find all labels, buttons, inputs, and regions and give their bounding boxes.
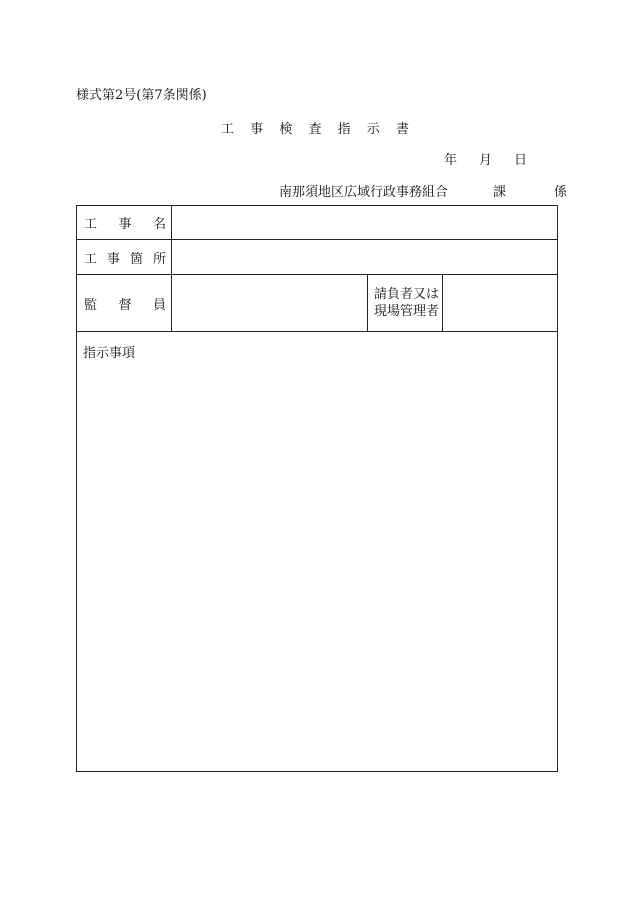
row-instructions bbox=[77, 332, 558, 772]
document-title bbox=[0, 118, 630, 137]
row-supervisor bbox=[77, 275, 558, 332]
project-location-label: 工 事 箇 所 bbox=[77, 240, 172, 275]
date-day: 日 bbox=[514, 153, 528, 168]
date-month: 月 bbox=[479, 153, 493, 168]
issuer-organization: 南那須地区広域行政事務組合 bbox=[279, 185, 449, 200]
title-char: 査 bbox=[308, 122, 322, 137]
contractor-label: 請負者又は 現場管理者 bbox=[368, 275, 443, 332]
row-project-name bbox=[77, 206, 558, 240]
title-char: 指 bbox=[337, 122, 351, 137]
row-project-location bbox=[77, 240, 558, 275]
project-location-field[interactable] bbox=[172, 240, 558, 275]
issuer-line bbox=[279, 181, 567, 200]
issuer-section: 課 bbox=[493, 185, 507, 200]
instructions-field[interactable] bbox=[77, 332, 558, 772]
title-char: 事 bbox=[250, 122, 264, 137]
title-char: 工 bbox=[221, 122, 235, 137]
form-number: 様式第2号(第7条関係) bbox=[76, 88, 207, 103]
date-year: 年 bbox=[444, 153, 458, 168]
supervisor-label: 監 督 員 bbox=[77, 275, 172, 332]
contractor-field[interactable] bbox=[443, 275, 558, 332]
supervisor-field[interactable] bbox=[172, 275, 368, 332]
inspection-form-table bbox=[76, 205, 558, 772]
instructions-label: 指示事項 bbox=[83, 346, 136, 361]
title-char: 書 bbox=[395, 122, 409, 137]
project-name-label: 工 事 名 bbox=[77, 206, 172, 240]
issuer-staff: 係 bbox=[554, 185, 568, 200]
title-char: 検 bbox=[279, 122, 293, 137]
date-line bbox=[444, 149, 527, 168]
title-char: 示 bbox=[366, 122, 380, 137]
project-name-field[interactable] bbox=[172, 206, 558, 240]
